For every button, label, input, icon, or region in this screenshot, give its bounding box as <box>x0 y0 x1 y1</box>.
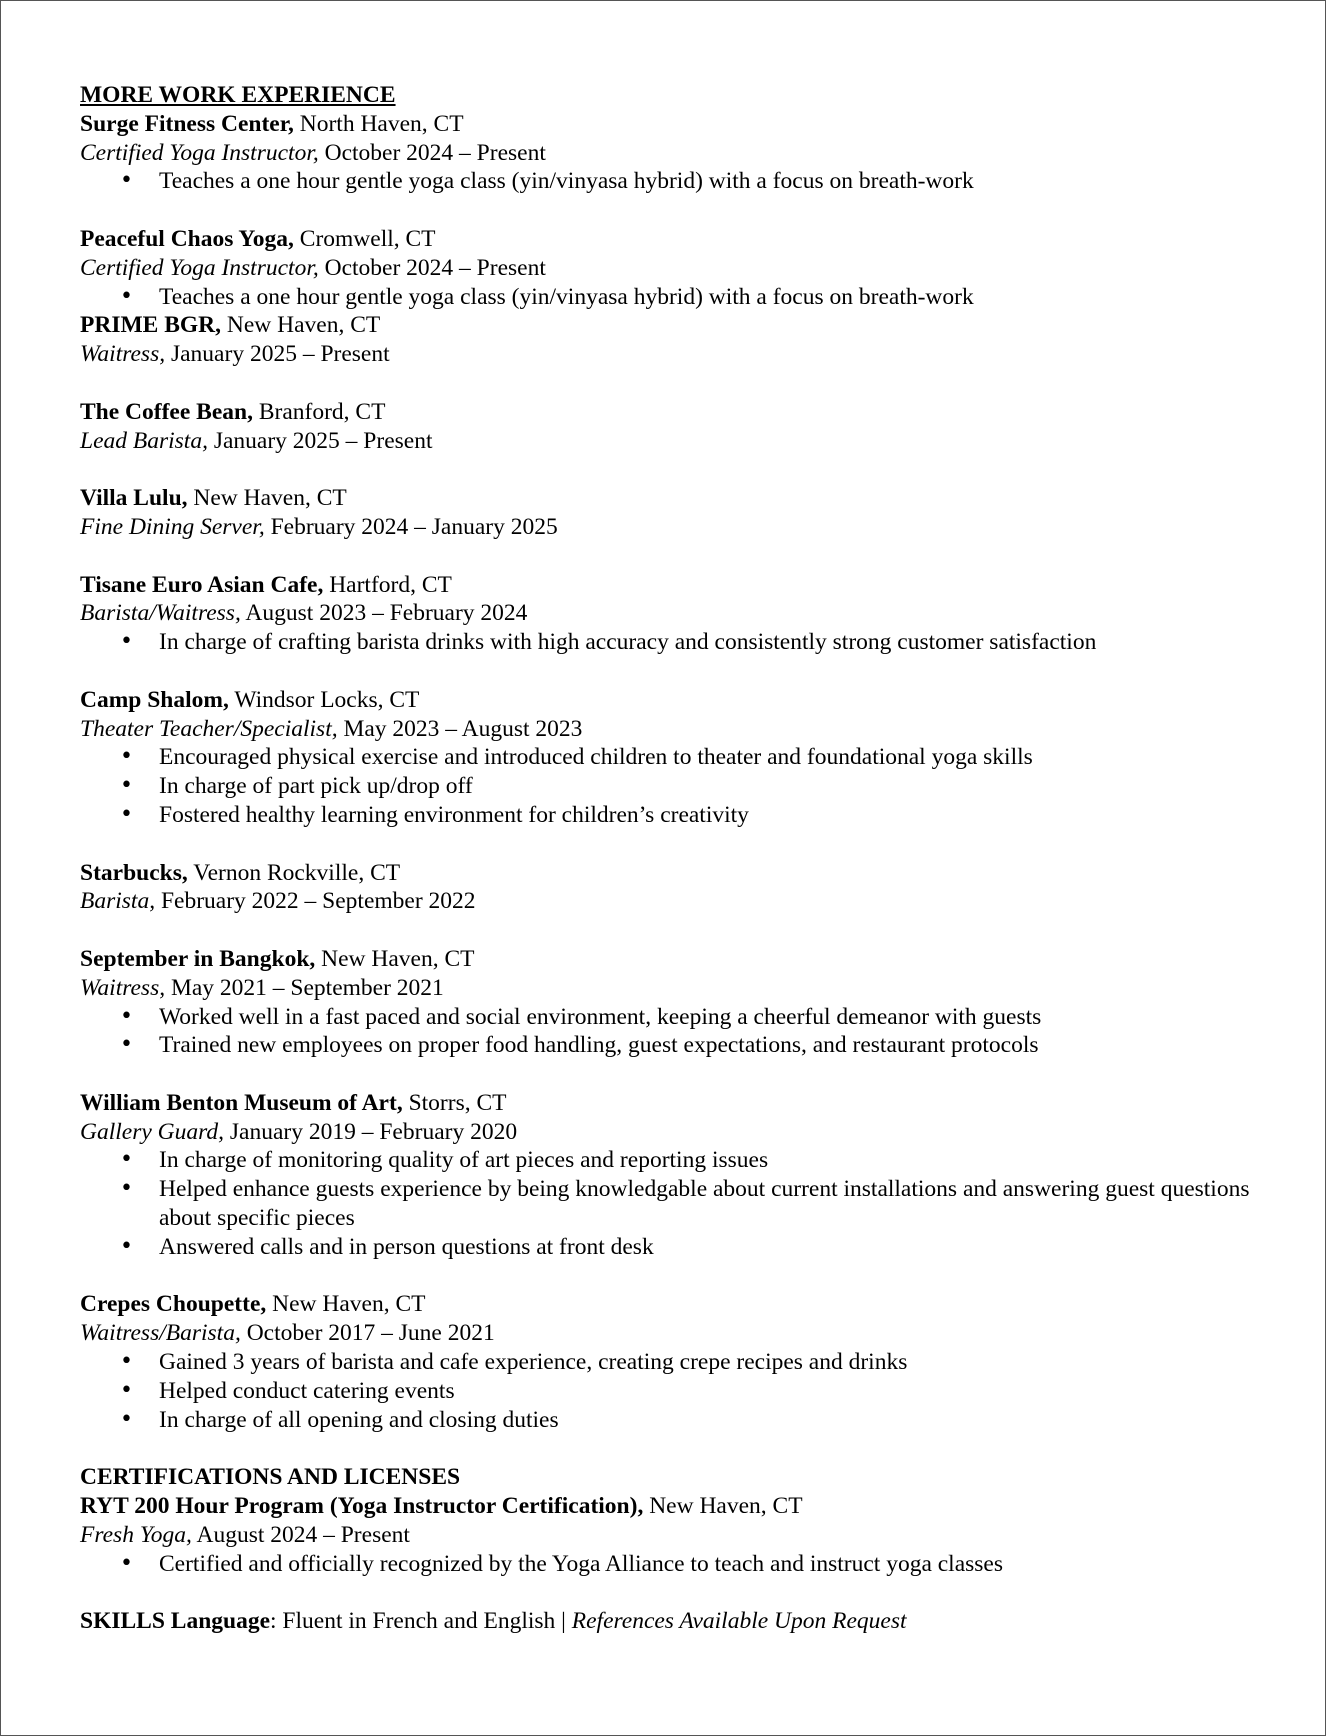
skills-label: SKILLS Language <box>80 1608 271 1635</box>
job-role: Fine Dining Server, <box>80 513 265 540</box>
job-org: Surge Fitness Center, <box>80 110 294 137</box>
bullet-item: • Answered calls and in person questions at front desk <box>80 1233 1260 1262</box>
job-role: Waitress, <box>80 974 166 1001</box>
skills-separator: | <box>561 1608 566 1635</box>
job-role: Waitress, <box>80 341 166 368</box>
job-role: Barista/Waitress, <box>80 600 241 627</box>
job-bullets <box>80 1348 1260 1434</box>
job-dates: October 2017 – June 2021 <box>246 1320 495 1347</box>
job-org: Crepes Choupette, <box>80 1291 267 1318</box>
job-entry <box>80 398 1260 456</box>
bullet-item: • Gained 3 years of barista and cafe experience, creating crepe recipes and drinks <box>80 1348 1260 1377</box>
job-location: New Haven, CT <box>272 1291 426 1318</box>
cert-program: RYT 200 Hour Program (Yoga Instructor Certification), <box>80 1493 644 1520</box>
bullet-item: • Encouraged physical exercise and introduced children to theater and foundational yoga skills <box>80 743 1260 772</box>
job-org: September in Bangkok, <box>80 945 316 972</box>
job-bullets <box>80 1003 1260 1061</box>
job-role: Lead Barista, <box>80 427 208 454</box>
job-org: PRIME BGR, <box>80 312 221 339</box>
section-title-work: MORE WORK EXPERIENCE <box>80 82 396 108</box>
job-entry <box>80 1089 1260 1262</box>
bullet-item: • Helped enhance guests experience by being knowledgable about current installations and answering guest questions about specific pieces <box>80 1175 1260 1233</box>
job-location: Vernon Rockville, CT <box>193 859 401 886</box>
job-bullets <box>80 167 1260 196</box>
job-entry <box>80 110 1260 196</box>
job-dates: August 2023 – February 2024 <box>245 600 528 627</box>
job-org: The Coffee Bean, <box>80 398 253 425</box>
job-dates: October 2024 – Present <box>324 254 546 281</box>
job-location: New Haven, CT <box>193 485 347 512</box>
job-bullets <box>80 628 1260 657</box>
job-location: New Haven, CT <box>321 945 475 972</box>
job-bullets <box>80 283 1260 312</box>
job-dates: January 2025 – Present <box>170 341 390 368</box>
job-org: Tisane Euro Asian Cafe, <box>80 571 324 598</box>
resume-content <box>80 81 1260 1636</box>
job-dates: May 2023 – August 2023 <box>343 715 583 742</box>
job-role: Theater Teacher/Specialist, <box>80 715 338 742</box>
bullet-item: • In charge of monitoring quality of art pieces and reporting issues <box>80 1146 1260 1175</box>
cert-dates: August 2024 – Present <box>196 1521 410 1548</box>
job-location: New Haven, CT <box>226 312 381 339</box>
skills-line <box>80 1607 1260 1636</box>
job-entry <box>80 859 1260 917</box>
cert-location: New Haven, CT <box>649 1493 803 1520</box>
job-role: Gallery Guard, <box>80 1118 225 1145</box>
cert-provider: Fresh Yoga, <box>80 1521 192 1548</box>
job-org: William Benton Museum of Art, <box>80 1089 403 1116</box>
bullet-item: • In charge of crafting barista drinks with high accuracy and consistently strong customer satisfaction <box>80 628 1260 657</box>
bullet-item: • In charge of part pick up/drop off <box>80 772 1260 801</box>
bullet-item: • Fostered healthy learning environment for children’s creativity <box>80 801 1260 830</box>
job-bullets <box>80 1146 1260 1261</box>
job-org: Starbucks, <box>80 859 188 886</box>
certifications-section <box>80 1463 1260 1578</box>
bullet-item: • Trained new employees on proper food handling, guest expectations, and restaurant protocols <box>80 1031 1260 1060</box>
job-entry <box>80 225 1260 311</box>
job-entry <box>80 686 1260 830</box>
job-dates: February 2022 – September 2022 <box>160 888 476 915</box>
job-location: North Haven, CT <box>299 110 464 137</box>
bullet-item: • In charge of all opening and closing duties <box>80 1406 1260 1435</box>
job-role: Certified Yoga Instructor, <box>80 254 319 281</box>
job-dates: January 2025 – Present <box>213 427 433 454</box>
bullet-item: • Teaches a one hour gentle yoga class (yin/vinyasa hybrid) with a focus on breath-work <box>80 283 1260 312</box>
job-role: Certified Yoga Instructor, <box>80 139 319 166</box>
references-note: References Available Upon Request <box>571 1608 907 1635</box>
bullet-item: • Teaches a one hour gentle yoga class (yin/vinyasa hybrid) with a focus on breath-work <box>80 167 1260 196</box>
job-bullets <box>80 743 1260 829</box>
job-location: Cromwell, CT <box>299 225 436 252</box>
job-dates: May 2021 – September 2021 <box>170 974 444 1001</box>
job-role: Waitress/Barista, <box>80 1320 241 1347</box>
job-role: Barista, <box>80 888 156 915</box>
bullet-item: • Worked well in a fast paced and social environment, keeping a cheerful demeanor with guests <box>80 1003 1260 1032</box>
bullet-item: • Certified and officially recognized by the Yoga Alliance to teach and instruct yoga classes <box>80 1550 1260 1579</box>
job-dates: October 2024 – Present <box>324 139 546 166</box>
job-org: Peaceful Chaos Yoga, <box>80 225 294 252</box>
job-dates: February 2024 – January 2025 <box>270 513 558 540</box>
job-entry <box>80 311 1260 369</box>
job-dates: January 2019 – February 2020 <box>229 1118 518 1145</box>
job-location: Hartford, CT <box>329 571 452 598</box>
bullet-item: • Helped conduct catering events <box>80 1377 1260 1406</box>
job-location: Branford, CT <box>258 398 386 425</box>
cert-bullets <box>80 1550 1260 1579</box>
skills-text: : Fluent in French and English <box>270 1608 556 1635</box>
job-org: Camp Shalom, <box>80 686 229 713</box>
section-title-certifications: CERTIFICATIONS AND LICENSES <box>80 1464 461 1491</box>
job-entry <box>80 484 1260 542</box>
job-entry <box>80 945 1260 1060</box>
job-location: Windsor Locks, CT <box>234 686 420 713</box>
job-entry <box>80 571 1260 657</box>
job-entry <box>80 1290 1260 1434</box>
job-org: Villa Lulu, <box>80 485 188 512</box>
job-location: Storrs, CT <box>408 1089 507 1116</box>
